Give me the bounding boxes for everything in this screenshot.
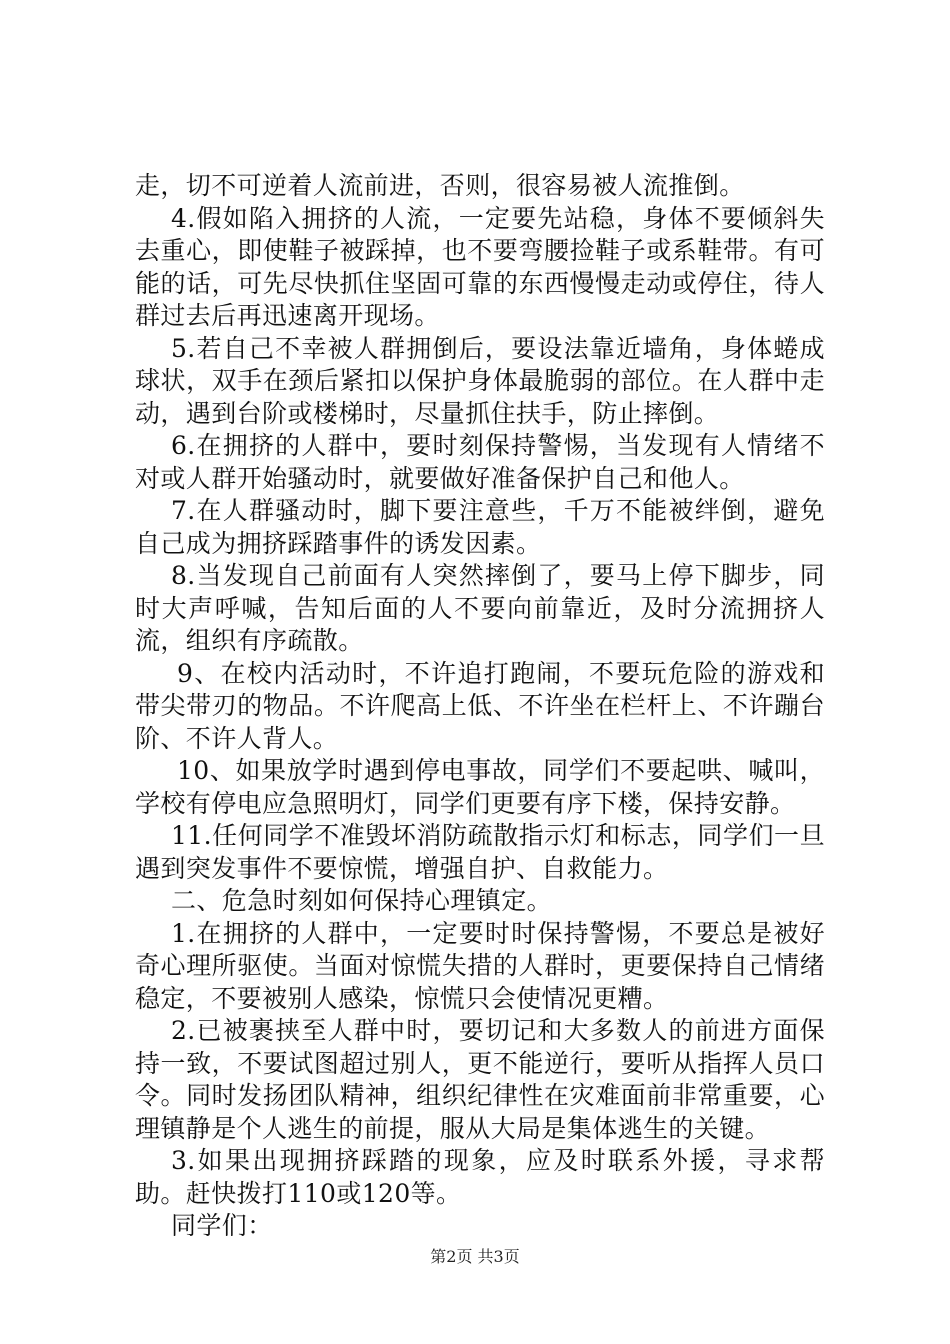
paragraph-item-7: 7.在人群骚动时，脚下要注意些，千万不能被绊倒，避免自己成为拥挤踩踏事件的诱发因素。 bbox=[135, 496, 825, 558]
paragraph-section-two-item-1: 1.在拥挤的人群中，一定要时时保持警惕，不要总是被好奇心理所驱使。当面对惊慌失措的人群时，更要保持自己情绪稳定，不要被别人感染，惊慌只会使情况更糟。 bbox=[135, 918, 825, 1013]
paragraph-item-6: 6.在拥挤的人群中，要时刻保持警惕，当发现有人情绪不对或人群开始骚动时，就要做好准备保护自己和他人。 bbox=[135, 431, 825, 493]
closing-salutation: 同学们： bbox=[171, 1211, 273, 1240]
page-number-footer: 第2页 共3页 bbox=[430, 1247, 520, 1266]
paragraph-item-4: 4.假如陷入拥挤的人流，一定要先站稳，身体不要倾斜失去重心，即使鞋子被踩掉，也不要弯腰捡鞋子或系鞋带。有可能的话，可先尽快抓住坚固可靠的东西慢慢走动或停住，待人群过去后再迅速离开现场。 bbox=[135, 203, 825, 330]
paragraph-item-8: 8.当发现自己前面有人突然摔倒了，要马上停下脚步，同时大声呼喊，告知后面的人不要向前靠近，及时分流拥挤人流，组织有序疏散。 bbox=[135, 561, 825, 655]
document-body bbox=[135, 170, 825, 1243]
paragraph-item-9: 9、在校内活动时，不许追打跑闹，不要玩危险的游戏和带尖带刃的物品。不许爬高上低、不许坐在栏杆上、不许蹦台阶、不许人背人。 bbox=[135, 658, 825, 753]
paragraph-continuation: 走，切不可逆着人流前进，否则，很容易被人流推倒。 bbox=[135, 171, 745, 200]
paragraph-item-10: 10、如果放学时遇到停电事故，同学们不要起哄、喊叫，学校有停电应急照明灯，同学们更要有序下楼，保持安静。 bbox=[135, 756, 825, 818]
paragraph-item-5: 5.若自己不幸被人群拥倒后，要设法靠近墙角，身体蜷成球状，双手在颈后紧扣以保护身体最脆弱的部位。在人群中走动，遇到台阶或楼梯时，尽量抓住扶手，防止摔倒。 bbox=[135, 333, 825, 428]
paragraph-section-two-item-3: 3.如果出现拥挤踩踏的现象，应及时联系外援，寻求帮助。赶快拨打110或120等。 bbox=[135, 1146, 825, 1208]
paragraph-item-11: 11.任何同学不准毁坏消防疏散指示灯和标志，同学们一旦遇到突发事件不要惊慌，增强自护、自救能力。 bbox=[135, 821, 825, 883]
section-heading-two: 二、危急时刻如何保持心理镇定。 bbox=[171, 886, 553, 915]
paragraph-section-two-item-2: 2.已被裹挟至人群中时，要切记和大多数人的前进方面保持一致，不要试图超过别人，更不能逆行，要听从指挥人员口令。同时发扬团队精神，组织纪律性在灾难面前非常重要，心理镇静是个人逃生的前提，服从大局是集体逃生的关键。 bbox=[135, 1016, 825, 1143]
